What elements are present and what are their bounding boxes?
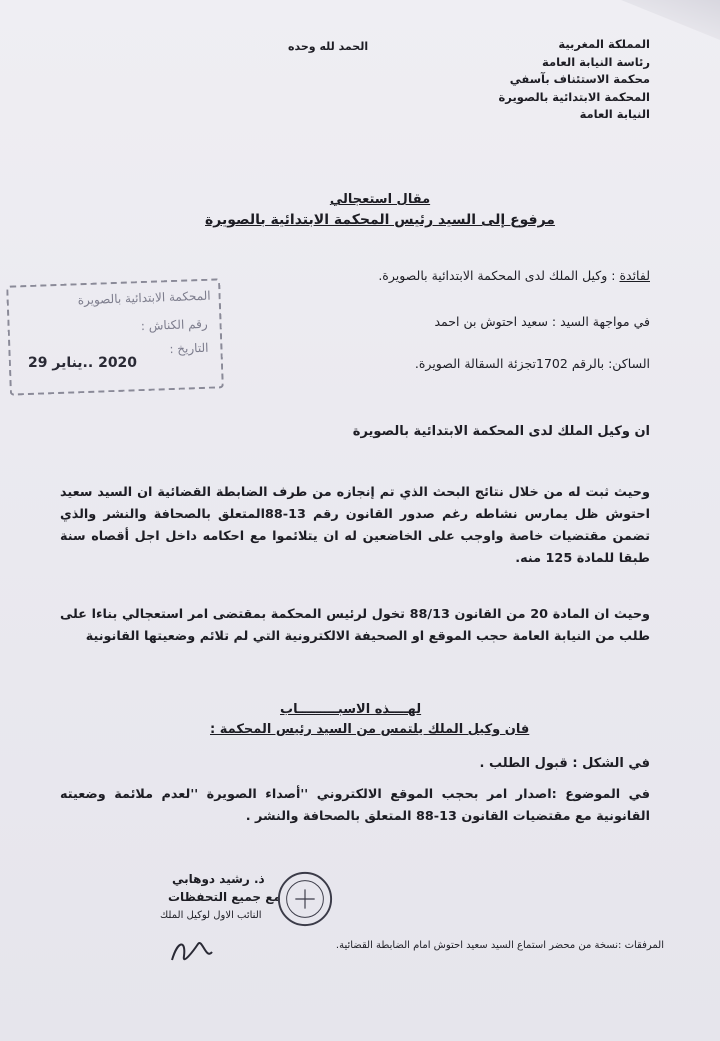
- official-seal: [276, 870, 334, 928]
- party-address: الساكن: بالرقم 1702تجزئة السقالة الصويرة.: [414, 356, 650, 371]
- stamp-court: المحكمة الابتدائية بالصويرة: [77, 288, 211, 308]
- registry-stamp: [6, 278, 224, 395]
- signatory-name: ذ. رشيد دوهابي: [172, 872, 265, 886]
- form-line: في الشكل : قبول الطلب .: [479, 756, 650, 771]
- attachments-note: المرفقات :نسخة من محضر استماع السيد سعيد احتوش امام الضابطة القضائية.: [335, 940, 664, 951]
- party-for: [378, 268, 650, 283]
- intro-line: ان وكيل الملك لدى المحكمة الابتدائية بالصويرة: [352, 424, 650, 439]
- party-for-label: لفائدة: [619, 268, 650, 283]
- signatory-title: النائب الاول لوكيل الملك: [160, 910, 262, 921]
- paragraph-1: وحيث ثبت له من خلال نتائج البحث الذي تم إنجازه من طرف الضابطة القضائية ان السيد سعيد احتوش ظل يمارس نشاطه رغم صدور القانون رقم 13-88المتعلق بالصحافة والنشر والذي تضمن مقتضيات خاصة واوجب على الخاضعين له ان يتلائموا مع احكامه داخل اجل أقصاه سنة طبقا للمادة 125 منه.: [60, 485, 650, 566]
- basmala: الحمد لله وحده: [288, 40, 369, 53]
- letterhead-line: المحكمة الابتدائية بالصويرة: [498, 89, 650, 104]
- letterhead-line: محكمة الاستئناف بآسفي: [509, 72, 650, 86]
- letterhead-line: المملكة المغربية: [558, 37, 650, 51]
- paragraph-2: وحيث ان المادة 20 من القانون 88/13 تخول لرئيس المحكمة بمقتضى امر استعجالي بناءا على طلب من النيابة العامة حجب الموقع او الصحيفة الالكترونية التي لم تلائم وضعيتها القانونية: [60, 607, 650, 644]
- party-against: في مواجهة السيد : سعيد احتوش بن احمد: [434, 314, 650, 329]
- stamp-date-label: التاريخ :: [169, 340, 209, 357]
- handwritten-signature: [168, 930, 228, 970]
- stamp-date: 2020 ..يناير 29: [28, 355, 138, 371]
- stamp-number: رقم الكناش :: [140, 316, 208, 334]
- page-fold: [610, 0, 720, 40]
- reasons-heading: لهــــذه الاسبـــــــــاب: [280, 702, 422, 717]
- substance-paragraph: في الموضوع :اصدار امر بحجب الموقع الالكتروني ''أصداء الصويرة ''لعدم ملائمة وضعيته القانونية مع مقتضيات القانون 13-88 المتعلق بالصحافة والنشر .: [60, 787, 650, 824]
- signatory-note: مع جميع التحفظات: [168, 890, 281, 904]
- party-for-value: : وكيل الملك لدى المحكمة الابتدائية بالصويرة.: [378, 268, 616, 283]
- document-title: مقال استعجالي: [329, 192, 431, 207]
- letterhead: [499, 36, 650, 124]
- document-subtitle: مرفوع إلى السيد رئيس المحكمة الابتدائية بالصويرة: [205, 212, 555, 228]
- request-heading: فان وكيل الملك يلتمس من السيد رئيس المحكمة :: [210, 722, 530, 737]
- letterhead-line: النيابة العامة: [579, 107, 650, 121]
- letterhead-line: رئاسة النيابة العامة: [542, 54, 650, 69]
